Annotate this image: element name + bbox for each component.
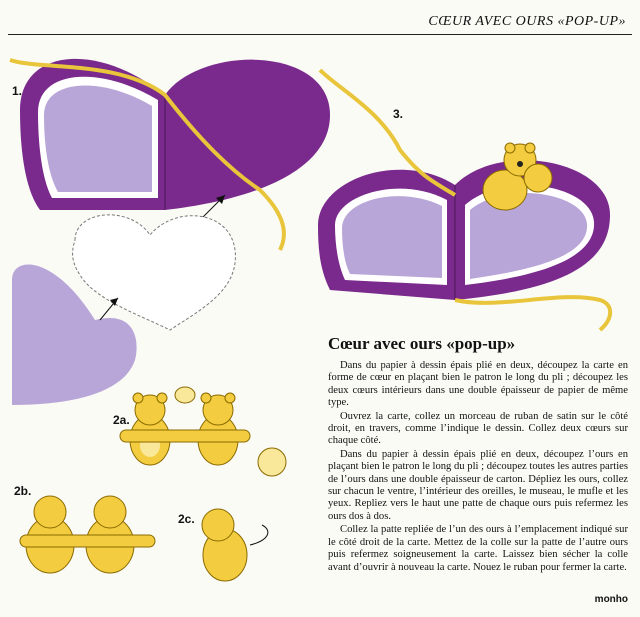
step2a-bears [120, 387, 286, 476]
watermark: monho [594, 594, 628, 605]
step2c-bear [202, 509, 268, 581]
step-1-label: 1. [12, 84, 23, 98]
step-2b-label: 2b. [14, 484, 32, 498]
scalloped-heart-outline [73, 215, 236, 330]
step-3-label: 3. [393, 107, 404, 121]
paragraph: Dans du papier à dessin épais plié en deux, découpez l’ours en plaçant bien le patron le long du pli ; découpez toutes les autres parties de l’ours dans une double épaisseur de carton. Dépliez les ours, collez sur chacun le ventre, l’intérieur des oreilles, le museau, le mufle et les yeux. Repliez vers le haut une patte de chaque ours puis refermez les ours dos à dos. [328, 448, 628, 522]
step2b-bears [20, 496, 155, 573]
article-body [328, 360, 628, 574]
paragraph: Ouvrez la carte, collez un morceau de ruban de satin sur le côté droit, en travers, comme l’indique le dessin. Collez deux cœurs sur chaque côté. [328, 410, 628, 447]
paragraph: Collez la patte repliée de l’un des ours à l’emplacement indiqué sur le côté droit de la carte. Mettez de la colle sur la patte de l’autre ours puis refermez soigneusement la carte. Laissez bien sécher la colle avant d’ouvrir à nouveau la carte. Nouez le ruban pour fermer la carte. [328, 524, 628, 573]
page-header: CŒUR AVEC OURS «POP-UP» [428, 14, 626, 29]
article-title: Cœur avec ours «pop-up» [328, 334, 516, 353]
step3-card [318, 70, 610, 330]
step-2c-label: 2c. [178, 512, 195, 526]
step-2a-label: 2a. [113, 413, 130, 427]
paragraph: Dans du papier à dessin épais plié en deux, découpez la carte en forme de cœur en plaçant bien le patron le long du pli ; découpez les deux cœurs intérieurs dans une double épaisseur de papier de même type. [328, 360, 628, 409]
